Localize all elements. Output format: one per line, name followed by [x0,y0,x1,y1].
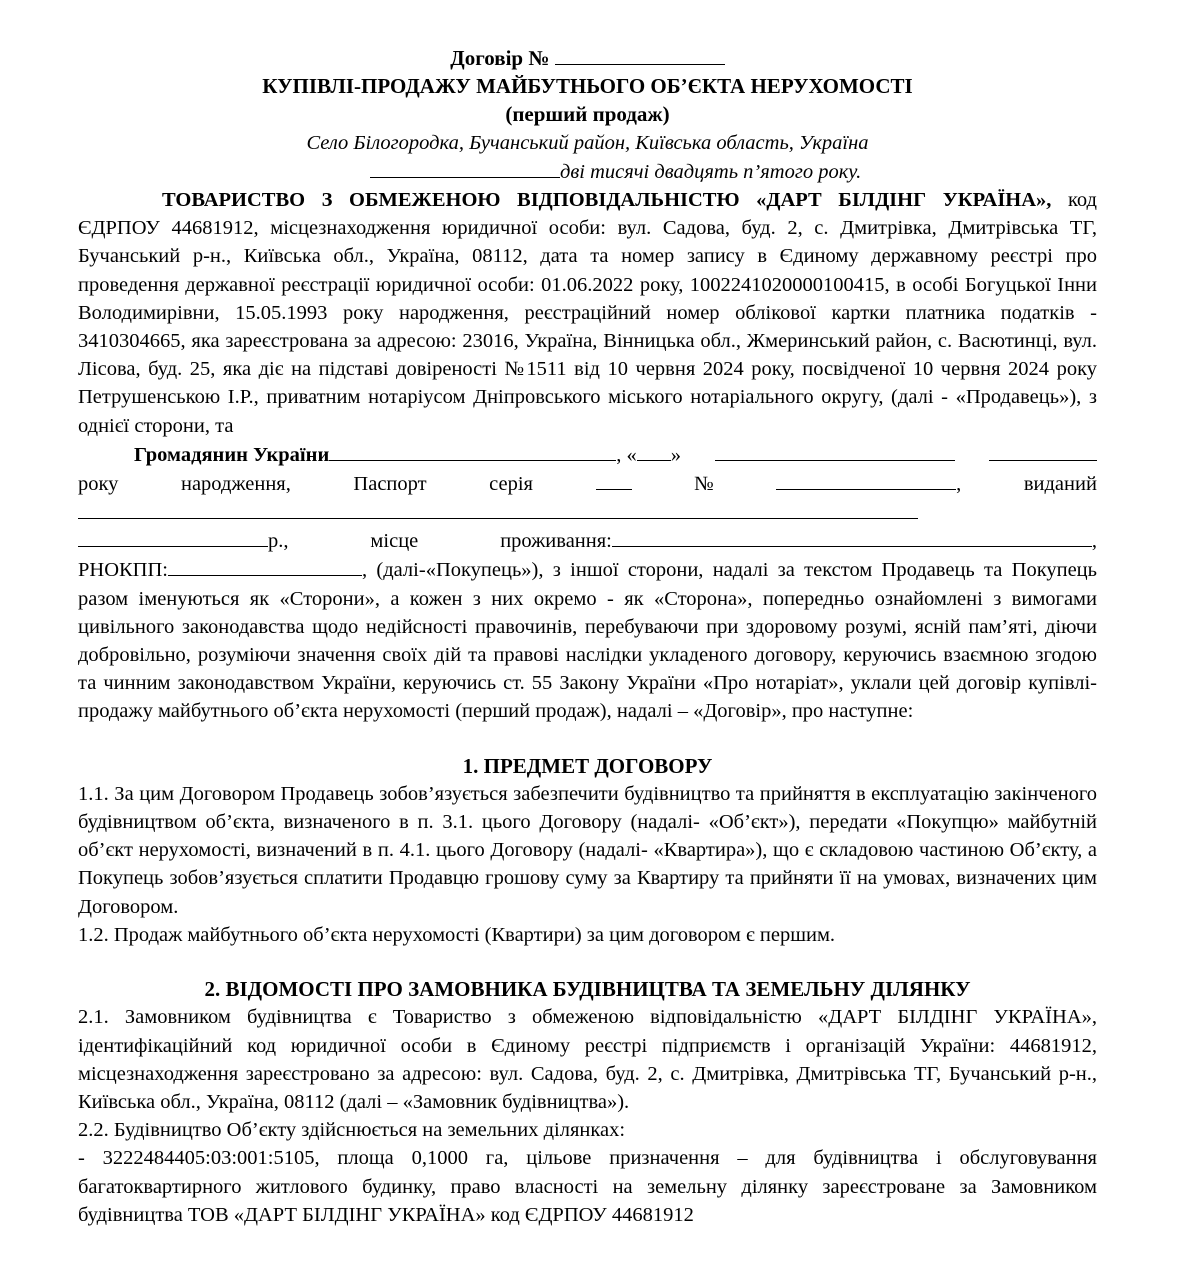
section-1-heading: 1. ПРЕДМЕТ ДОГОВОРУ [462,753,713,778]
contract-date-line [78,157,1097,186]
section-2-heading: 2. ВІДОМОСТІ ПРО ЗАМОВНИКА БУДІВНИЦТВА ТА ЗЕМЕЛЬНУ ДІЛЯНКУ [204,977,971,1002]
buyer-day-blank [637,440,671,461]
passport-series-blank [596,469,632,490]
passport-comma: , [956,473,962,496]
issued-by-blank [78,498,918,519]
contract-date-text: дві тисячі двадцять п’ятого року. [560,160,862,183]
contract-title: КУПІВЛІ-ПРОДАЖУ МАЙБУТНЬОГО ОБ’ЄКТА НЕРУХОМОСТІ [262,74,913,99]
buyer-date-open: , « [616,443,637,466]
buyer-name-blank [329,440,616,461]
seller-details: код ЄДРПОУ 44681912, місцезнаходження юридичної особи: вул. Садова, буд. 2, с. Дмитрівка, Дмитрівська ТГ, Бучанський р-н., Київська обл., Україна, 08112, дата та номер запису в Єдиному державному реєстрі про проведення державної реєстрації юридичної особи: 01.06.2022 року, 1002241020000100415, в особі Богуцької Інни Володимирівни, 15.05.1993 року народження, реєстраційний номер облікової картки платника податків - 3410304665, яка зареєстрована за адресою: 23016, Україна, Вінницька обл., Жмеринський район, с. Васютинці, вул. Лісова, буд. 25, яка діє на підставі довіреності №1511 від 10 червня 2024 року, посвідченої 10 червня 2024 року Петрушенською І.Р., приватним нотаріусом Дніпровського міського нотаріального округу, (далі - «Продавець»), з однієї сторони, та [78,189,1097,437]
birth-word-4: серія [489,473,533,496]
residence-word-2: проживання: [500,530,612,553]
issue-date-group [78,526,289,555]
section-1-p1: 1.1. За цим Договором Продавець зобов’язується забезпечити будівництво та прийняття в експлуатацію закінченого будівництвом об’єкта, визначеного в п. 3.1. цього Договору (надалі- «Об’єкт»), передати «Покупцю» майбутній об’єкт нерухомості, визначений в п. 4.1. цього Договору (надалі- «Квартира»), що є складовою частиною Об’єкту, а Покупець зобов’язується сплатити Продавцю грошову суму за Квартиру та прийняти її на умовах, визначених цим Договором. [78,782,1097,918]
contract-place: Село Білогородка, Бучанський район, Київська область, Україна [306,131,869,154]
contract-number-label: Договір № [450,46,550,70]
buyer-year-blank [989,440,1097,461]
section-1-p2: 1.2. Продаж майбутнього об’єкта нерухомості (Квартири) за цим договором є першим. [78,923,836,946]
passport-number-group [776,469,961,498]
birth-word-5: № [694,473,714,496]
contract-number-blank [555,44,725,65]
buyer-month-blank [715,440,955,461]
birth-word-1: року [78,473,119,496]
buyer-date-close: » [670,443,682,466]
buyer-paragraph [78,555,1097,725]
contract-number-line [78,44,1097,72]
issue-date-suffix: р., [268,530,289,553]
section-2-p3: - 3222484405:03:001:5105, площа 0,1000 га, цільове призначення – для будівництва і обслуговування багатоквартирного житлового будинку, право власності на земельну ділянку зареєстроване за Замовником будівництва ТОВ «ДАРТ БІЛДІНГ УКРАЇНА» код ЄДРПОУ 44681912 [78,1147,1097,1226]
residence-group [500,526,1097,555]
residence-blank [612,526,1092,547]
date-blank [370,157,560,178]
issued-by-line [78,498,1097,526]
buyer-name-group [134,440,681,469]
birth-word-3: Паспорт [353,473,427,496]
birth-word-2: народження, [180,473,291,496]
birth-word-6: виданий [1023,473,1097,496]
passport-number-blank [776,469,956,490]
rnokpp-label: РНОКПП: [78,559,168,582]
contract-subtitle: (перший продаж) [505,102,670,127]
issue-date-blank [78,526,268,547]
seller-paragraph [78,186,1097,440]
section-2-p2: 2.2. Будівництво Об’єкту здійснюється на земельних ділянках: [78,1119,626,1142]
buyer-label: Громадянин України [134,443,330,466]
residence-line [78,526,1097,555]
rnokpp-blank [168,555,362,576]
residence-comma: , [1091,530,1097,553]
residence-word-1: місце [370,530,419,553]
contract-page [78,44,1097,1229]
section-2-p1: 2.1. Замовником будівництва є Товариство з обмеженою відповідальністю «ДАРТ БІЛДІНГ УКРАЇНА», ідентифікаційний код юридичної особи в Єдиному реєстрі підприємств і організацій України: 44681912, місцезнаходження зареєстровано за адресою: вул. Садова, буд. 2, с. Дмитрівка, Дмитрівська ТГ, Бучанський р-н., Київська обл., Україна, 08112 (далі – «Замовник будівництва»). [78,1006,1097,1113]
seller-name: ТОВАРИСТВО З ОБМЕЖЕНОЮ ВІДПОВІДАЛЬНІСТЮ «ДАРТ БІЛДІНГ УКРАЇНА», [162,189,1052,212]
buyer-passport-line [78,469,1097,498]
buyer-name-line [78,440,1097,469]
buyer-paragraph-text: , (далі-«Покупець»), з іншої сторони, надалі за текстом Продавець та Покупець разом іменуються як «Сторони», а кожен з них окремо - як «Сторона», попередньо ознайомлені з вимогами цивільного законодавства щодо недійсності правочинів, перебуваючи при здоровому розумі, ясній пам’яті, діючи добровільно, розуміючи значення своїх дій та правові наслідки укладеного договору, керуючись взаємною згодою та чинним законодавством України, керуючись ст. 55 Закону України «Про нотаріат», уклали цей договір купівлі-продажу майбутнього об’єкта нерухомості (перший продаж), надалі – «Договір», про наступне: [78,559,1097,723]
